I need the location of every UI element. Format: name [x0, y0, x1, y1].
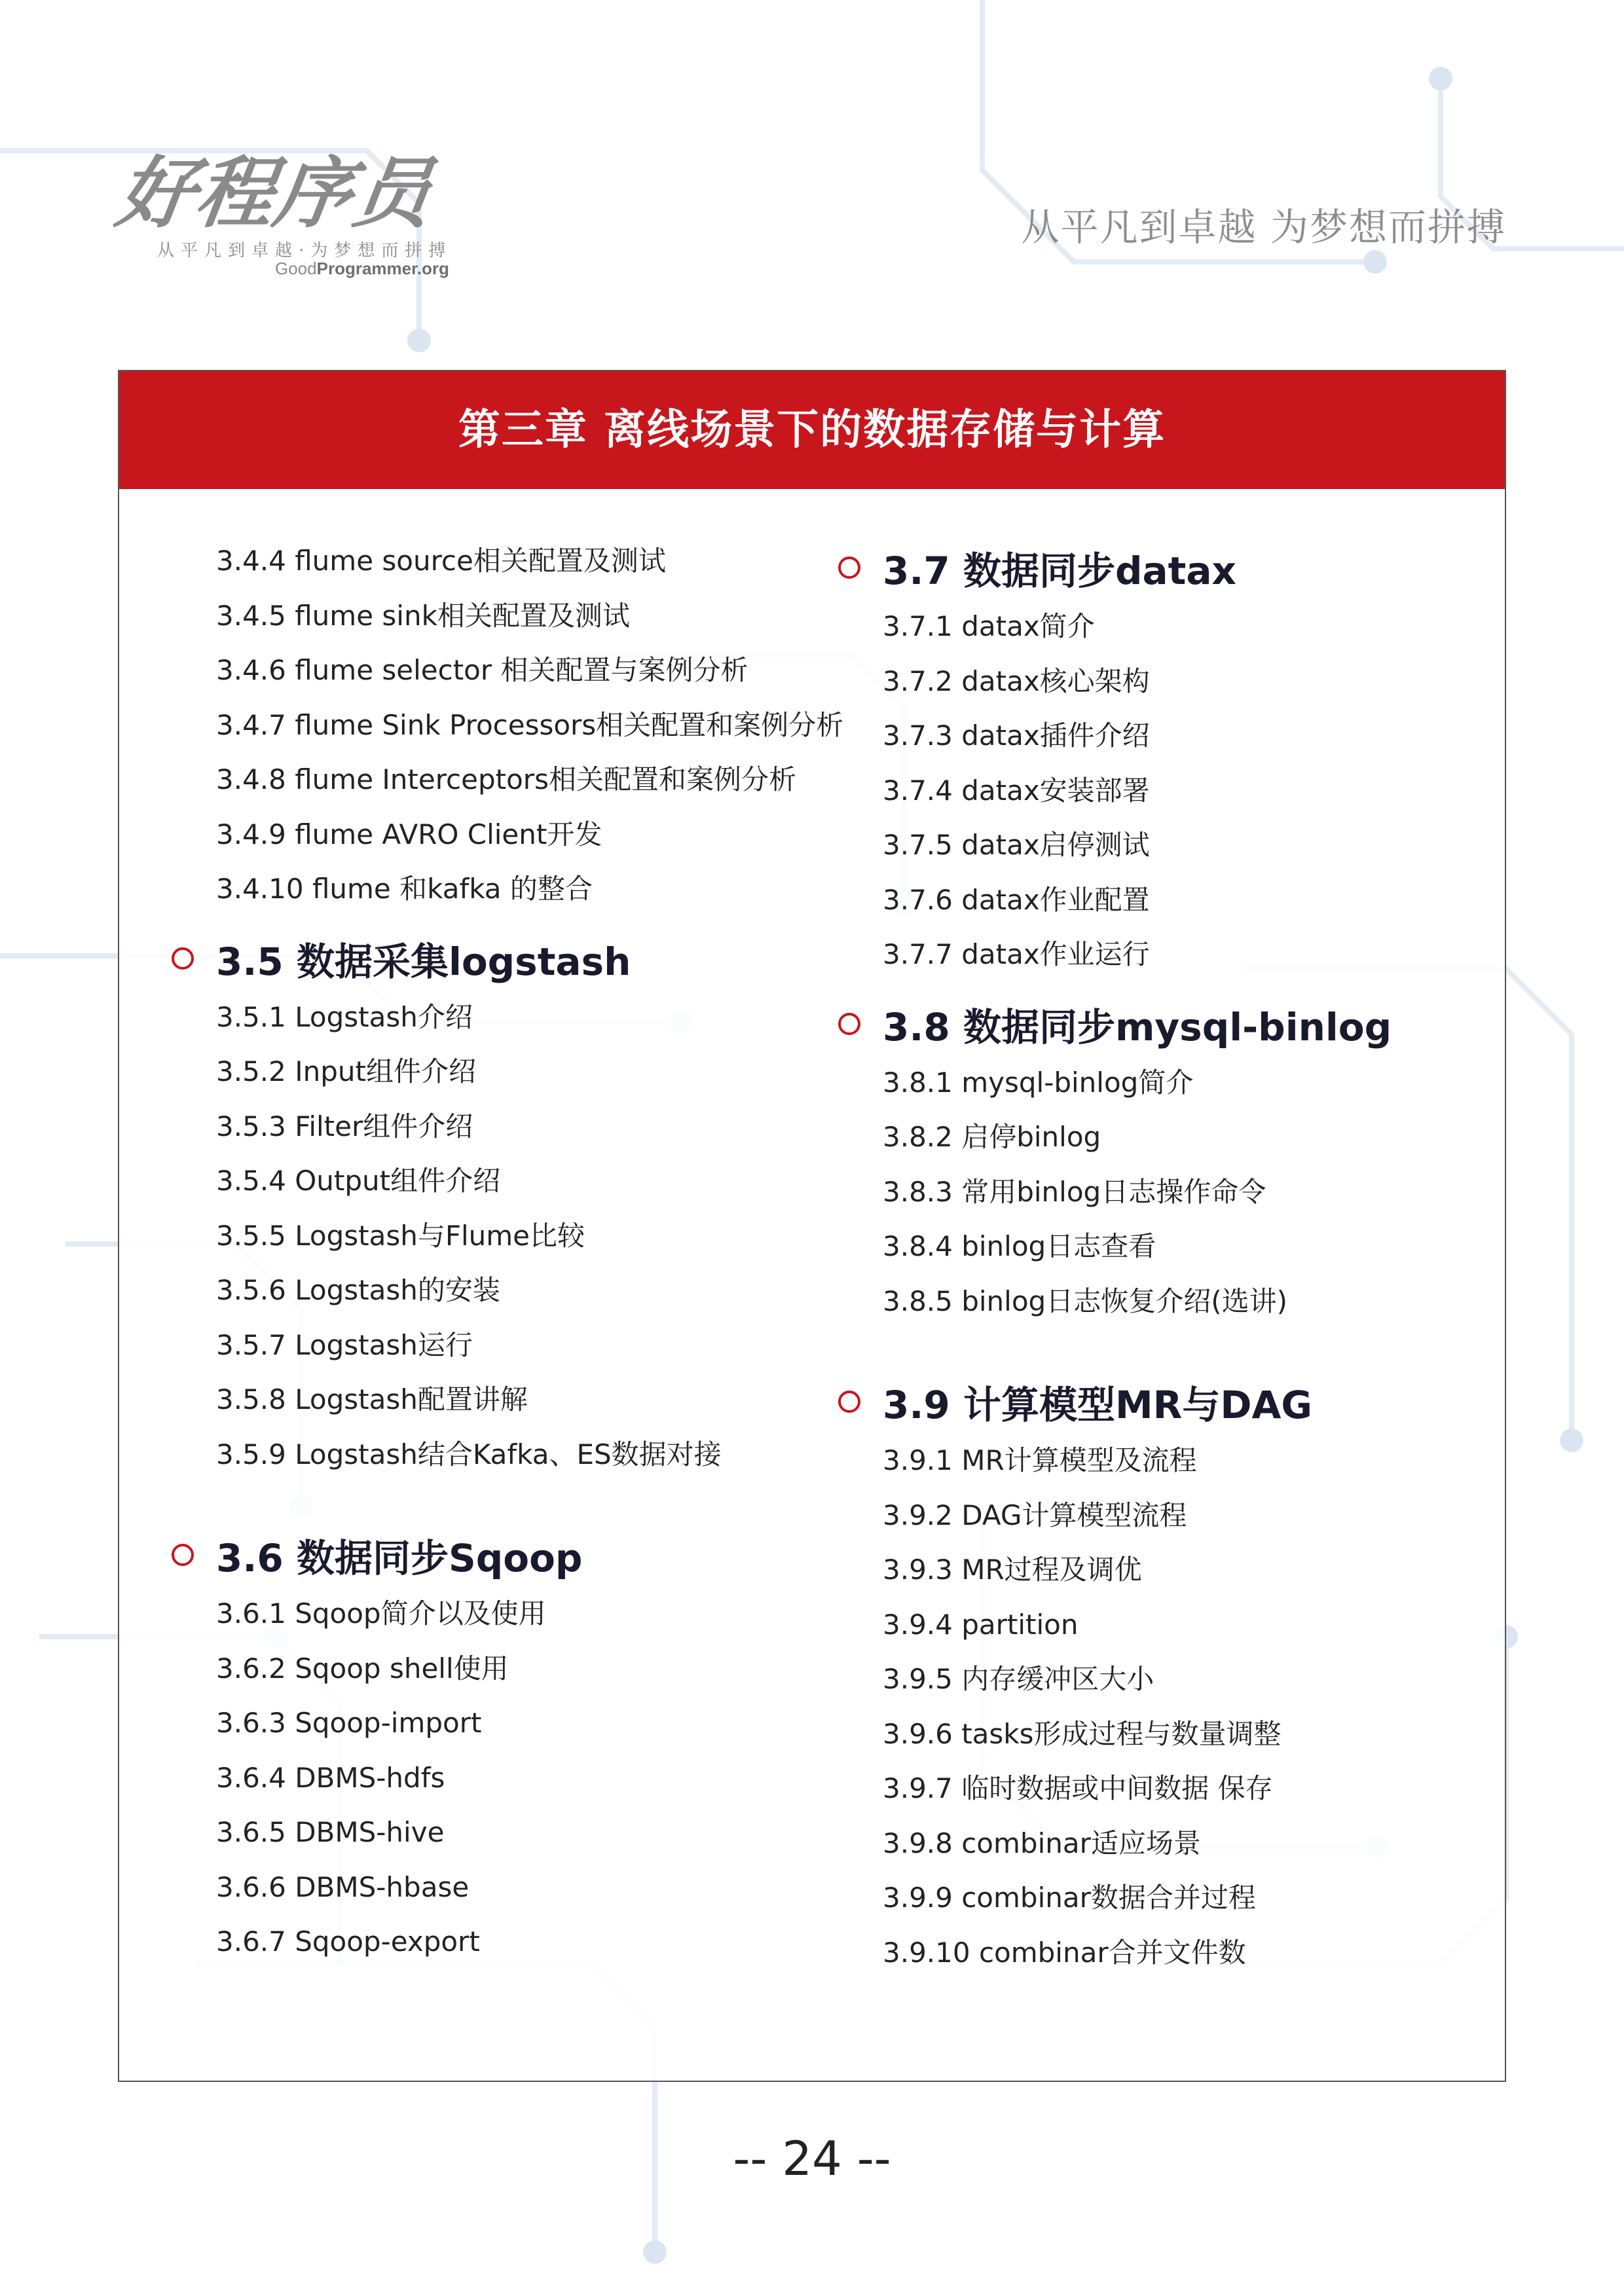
toc-item: 3.4.9 flume AVRO Client开发 [216, 818, 602, 850]
toc-item: 3.5.2 Input组件介绍 [216, 1055, 476, 1087]
toc-item: 3.4.8 flume Interceptors相关配置和案例分析 [216, 763, 796, 795]
toc-item: 3.9.5 内存缓冲区大小 [883, 1663, 1154, 1695]
toc-item: 3.4.4 flume source相关配置及测试 [216, 545, 666, 577]
toc-item: 3.5.6 Logstash的安装 [216, 1274, 500, 1306]
toc-item: 3.8.2 启停binlog [883, 1121, 1101, 1153]
toc-item: 3.5.8 Logstash配置讲解 [216, 1383, 528, 1415]
toc-item: 3.7.5 datax启停测试 [883, 829, 1150, 861]
circle-bullet-icon [838, 1391, 860, 1413]
toc-item: 3.7.7 datax作业运行 [883, 938, 1150, 970]
chapter-title: 第三章 离线场景下的数据存储与计算 [119, 371, 1505, 489]
toc-item: 3.7.6 datax作业配置 [883, 883, 1150, 916]
toc-item: 3.7.1 datax简介 [883, 610, 1095, 642]
toc-item: 3.7.4 datax安装部署 [883, 774, 1150, 807]
toc-item: 3.8.5 binlog日志恢复介绍(选讲) [883, 1285, 1287, 1317]
logo-site-prefix: Good [275, 259, 317, 278]
logo-wordmark: 好程序员 [111, 148, 439, 238]
toc-item: 3.5.3 Filter组件介绍 [216, 1110, 473, 1142]
toc-item: 3.9.7 临时数据或中间数据 保存 [883, 1772, 1273, 1804]
section-heading [172, 1532, 826, 1578]
section-heading [838, 545, 1493, 591]
toc-item: 3.8.4 binlog日志查看 [883, 1230, 1156, 1262]
logo-site-main: Programmer.org [316, 259, 449, 278]
toc-item: 3.7.2 datax核心架构 [883, 665, 1150, 697]
toc-item: 3.6.6 DBMS-hbase [216, 1870, 470, 1903]
circle-bullet-icon [172, 1544, 194, 1566]
header-tagline: 从平凡到卓越 为梦想而拼搏 [1021, 205, 1506, 249]
brand-logo [111, 148, 458, 282]
toc-item: 3.6.1 Sqoop简介以及使用 [216, 1597, 546, 1630]
toc-item: 3.7.3 datax插件介绍 [883, 720, 1150, 752]
section-title: 3.7 数据同步datax [883, 549, 1236, 593]
toc-item: 3.8.3 常用binlog日志操作命令 [883, 1175, 1266, 1208]
toc-item: 3.6.2 Sqoop shell使用 [216, 1652, 509, 1685]
section-heading [172, 936, 826, 984]
section-title: 3.8 数据同步mysql-binlog [883, 1004, 1392, 1049]
toc-item: 3.5.7 Logstash运行 [216, 1328, 473, 1361]
toc-item: 3.9.8 combinar适应场景 [883, 1827, 1201, 1859]
circle-bullet-icon [838, 556, 860, 579]
toc-item: 3.5.4 Output组件介绍 [216, 1165, 501, 1197]
circle-bullet-icon [838, 1013, 860, 1035]
toc-item: 3.9.3 MR过程及调优 [883, 1554, 1142, 1586]
logo-slogan: 从平凡到卓越·为梦想而拼搏 [157, 241, 452, 261]
page-number: -- 24 -- [733, 2131, 891, 2186]
section-heading [838, 1001, 1493, 1047]
toc-item: 3.9.2 DAG计算模型流程 [883, 1499, 1187, 1531]
section-title: 3.6 数据同步Sqoop [216, 1536, 583, 1580]
toc-item: 3.4.5 flume sink相关配置及测试 [216, 599, 630, 632]
toc-item: 3.9.4 partition [883, 1608, 1079, 1641]
toc-right-column [838, 545, 1493, 1991]
intro-item-list [172, 545, 844, 928]
toc-item: 3.6.4 DBMS-hdfs [216, 1761, 445, 1794]
table-of-contents [118, 370, 1506, 2082]
toc-item: 3.5.9 Logstash结合Kafka、ES数据对接 [216, 1438, 722, 1470]
logo-site [275, 259, 449, 279]
toc-item: 3.4.10 flume 和kafka 的整合 [216, 873, 593, 905]
toc-item: 3.4.7 flume Sink Processors相关配置和案例分析 [216, 708, 844, 741]
toc-item: 3.6.7 Sqoop-export [216, 1925, 480, 1958]
toc-item: 3.6.3 Sqoop-import [216, 1707, 482, 1739]
circle-bullet-icon [172, 947, 194, 970]
toc-item: 3.5.1 Logstash介绍 [216, 1000, 473, 1033]
toc-item: 3.9.10 combinar合并文件数 [883, 1936, 1246, 1969]
section-title: 3.9 计算模型MR与DAG [883, 1383, 1312, 1427]
toc-item: 3.4.6 flume selector 相关配置与案例分析 [216, 654, 748, 686]
toc-item: 3.6.5 DBMS-hive [216, 1816, 445, 1848]
section-title: 3.5 数据采集logstash [216, 939, 631, 984]
toc-item: 3.8.1 mysql-binlog简介 [883, 1066, 1194, 1099]
toc-item: 3.5.5 Logstash与Flume比较 [216, 1219, 585, 1252]
section-heading [838, 1379, 1493, 1425]
toc-item: 3.9.6 tasks形成过程与数量调整 [883, 1717, 1282, 1750]
toc-left-column [172, 545, 844, 1980]
toc-item: 3.9.9 combinar数据合并过程 [883, 1882, 1256, 1914]
toc-item: 3.9.1 MR计算模型及流程 [883, 1444, 1197, 1476]
